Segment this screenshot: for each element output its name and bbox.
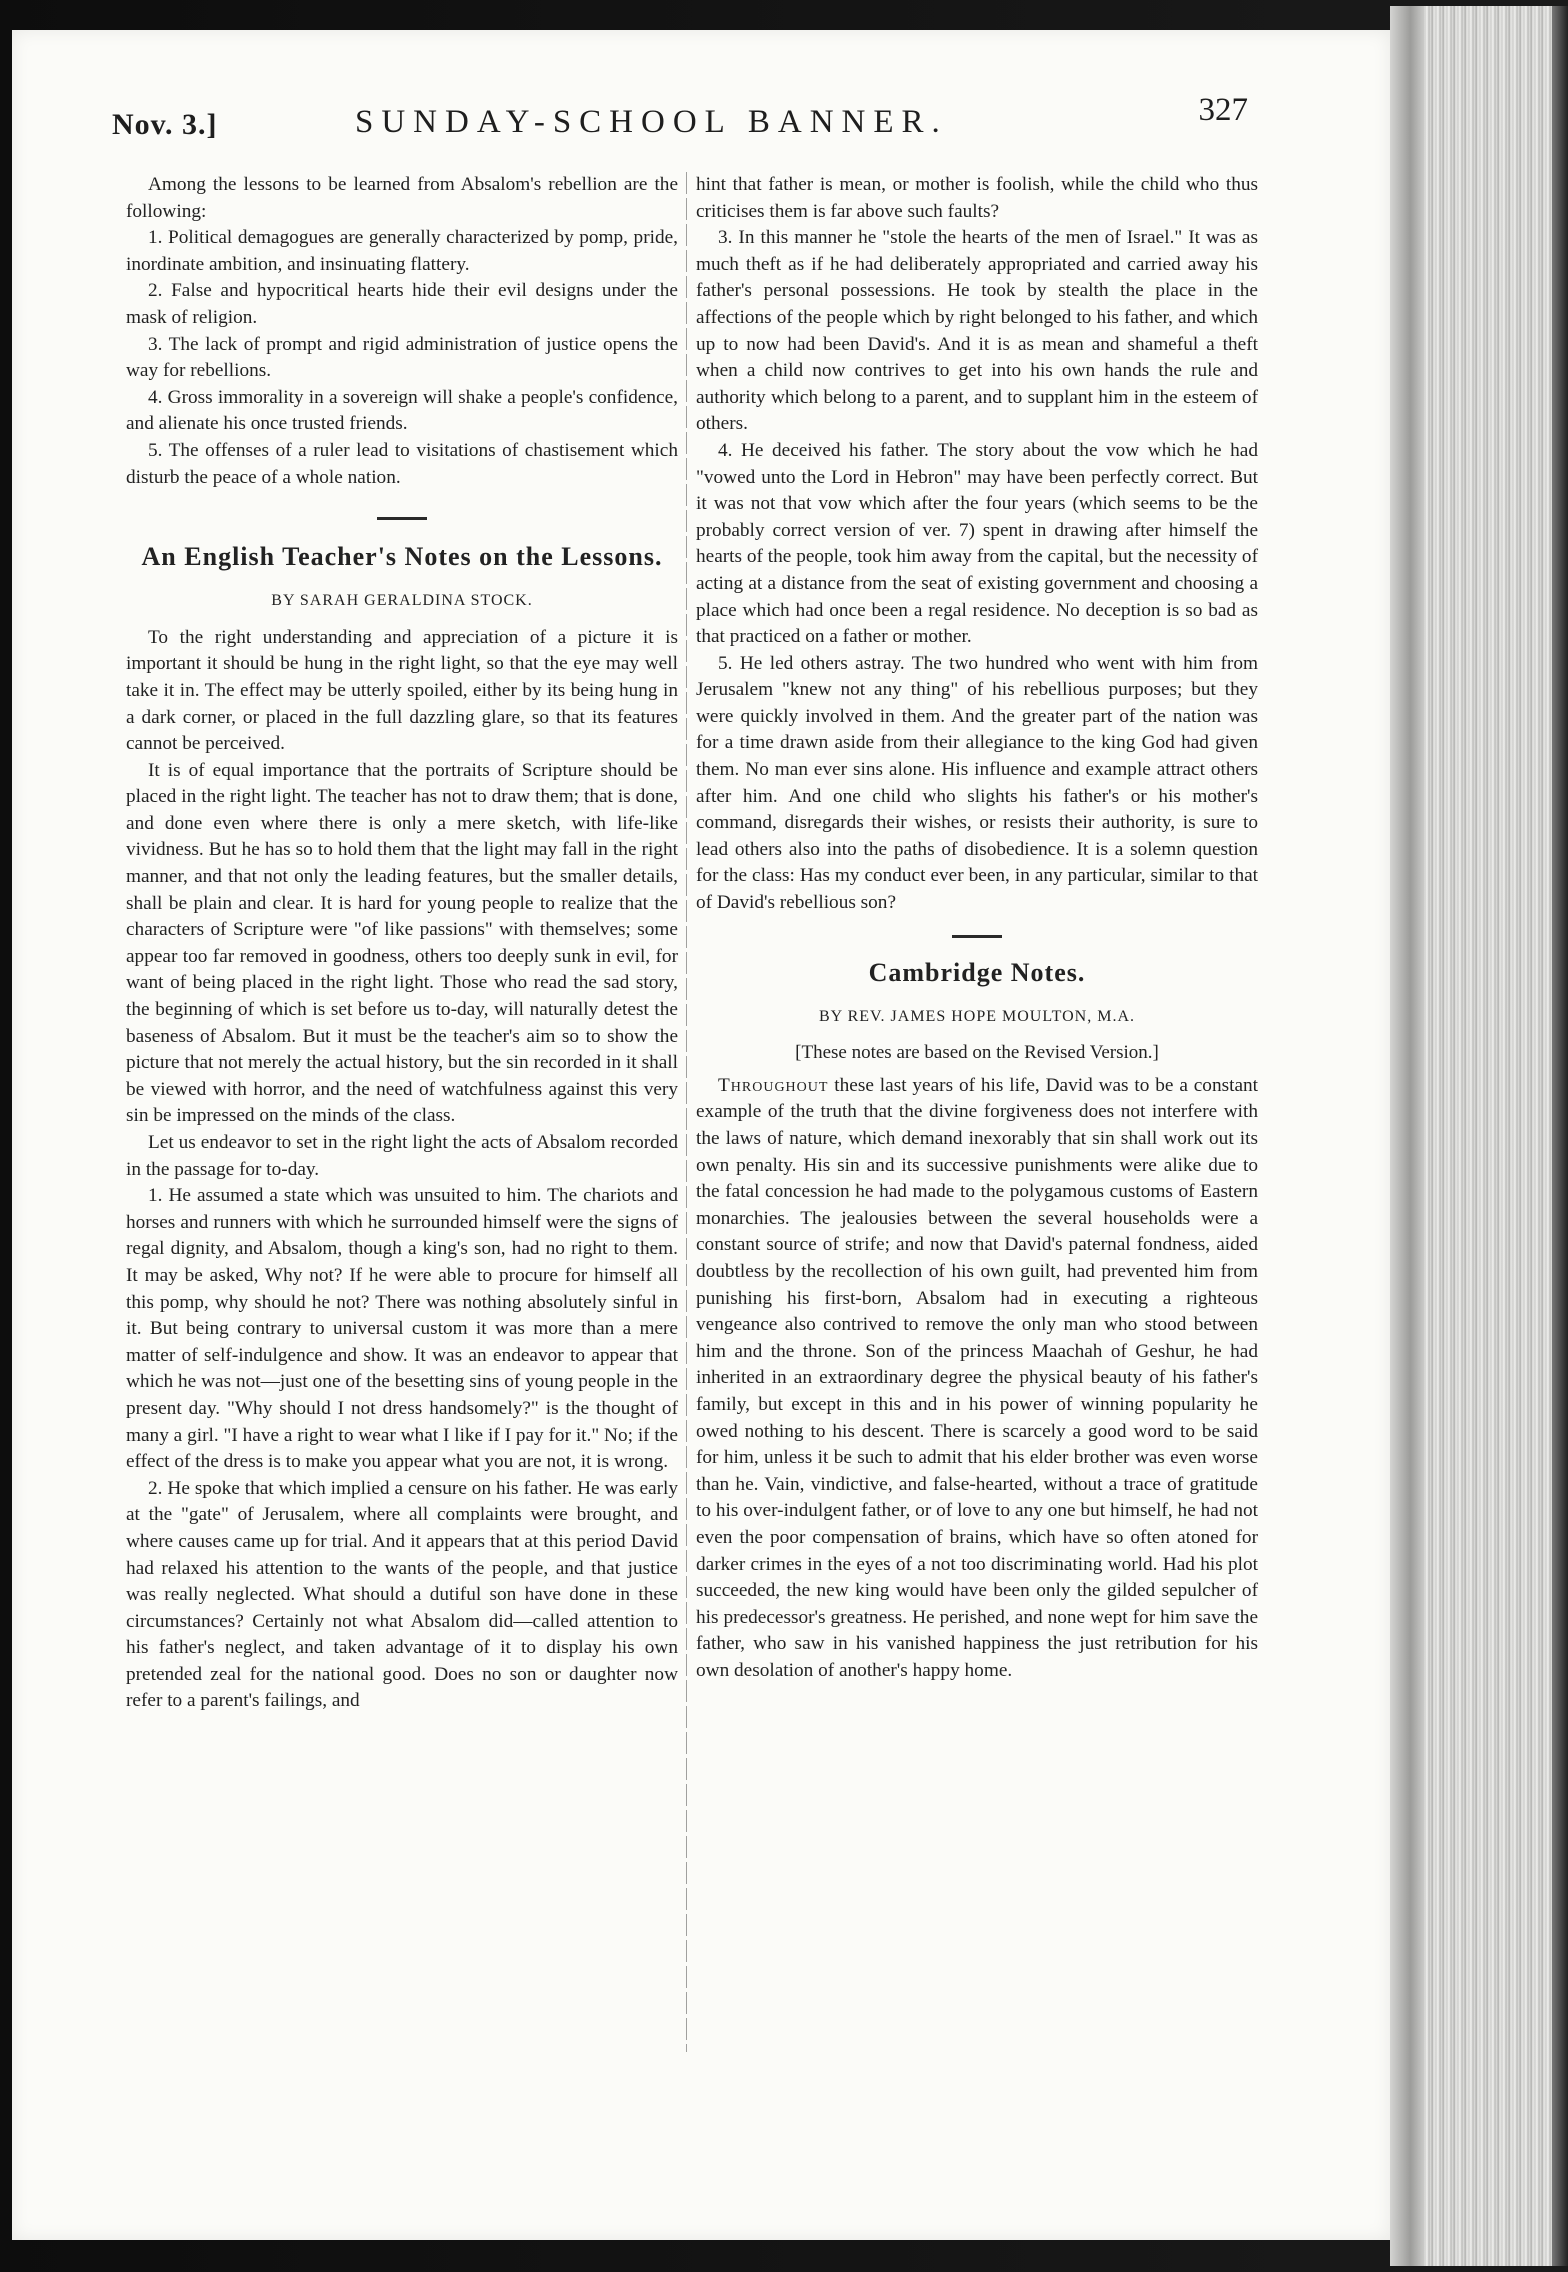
article-title-teacher-notes: An English Teacher's Notes on the Lessons. <box>141 542 663 572</box>
article-paragraph: To the right understanding and appreciation of a picture it is important it should be hung in the right light, so that the eye may well take it in. The effect may be utterly spoiled, either by its being hung in a dark corner, or placed in the full dazzling glare, so that its features cannot be perceived. <box>126 626 678 755</box>
article-paragraph: 2. He spoke that which implied a censure on his father. He was early at the "gate" of Jerusalem, where all complaints were brought, and where causes came up for trial. And it appears that at this period David had relaxed his attention to the wants of the people, and that justice was really neglected. What should a dutiful son have done in these circumstances? Certainly not what Absalom did—called attention to his father's neglect, and taken advantage of it to display his own pretended zeal for the national good. Does no son or daughter now refer to a parent's failings, and <box>126 1477 678 1712</box>
article-paragraph: 4. He deceived his father. The story about the vow which he had "vowed unto the Lord in Hebron" may have been perfectly correct. But it was not that vow which after the four years (which seems to be the probably correct version of ver. 7) spent in drawing after himself the hearts of the people, took him away from the capital, but the necessity of acting at a distance from the seat of existing government and choosing a place which had once been a regal residence. No deception is so bad as that practiced on a father or mother. <box>696 439 1258 648</box>
article-paragraph: 3. In this manner he "stole the hearts of the men of Israel." It was as much theft as if he had deliberately appropriated and carried away his father's personal possessions. He took by stealth the place in the affections of the people which by right belonged to his father, and which up to now had been David's. And it is as mean and shameful a theft when a child now contrives to get into his own hands the rule and authority which belong to a parent, and to supplant him in the esteem of others. <box>696 227 1258 435</box>
section-divider <box>377 517 427 520</box>
article-body: these last years of his life, David was to be a constant example of the truth that the divine forgiveness does not interfere with the laws of nature, which demand inexorably that sin shall work out its own penalty. His sin and its successive punishments were alike due to the fatal concession he had made to the polygamous customs of Eastern monarchies. The jealousies between the several households were a constant source of strife; and now that David's paternal fondness, aided doubtless by the recollection of his own guilt, had prevented him from punishing his first-born, Absalom had in executing a righteous vengeance also contrived to remove the only man who stood between him and the throne. Son of the princess Maachah of Geshur, he had inherited in an extraordinary degree the physical beauty of his father's family, but except in this and in his power of winning popularity he owed nothing to his descent. There is scarcely a good word to be said for him, unless it be such to admit that his elder brother was even worse than he. Vain, vindictive, and false-hearted, without a trace of gratitude to his over-indulgent father, or of love to any one but himself, he had not even the poor compensation of brains, which have so often atoned for darker crimes in the eyes of a not too discriminating world. Had his plot succeeded, the new king would have been only the gilded sepulcher of his predecessor's greatness. He perished, and none wept for him save the father, who saw in his vanished happiness the just retribution for his own desolation of another's happy home. <box>696 1074 1258 1681</box>
running-head <box>100 84 1248 144</box>
article-paragraph: hint that father is mean, or mother is foolish, while the child who thus criticises them is far above such faults? <box>696 174 1258 222</box>
lesson-item: 5. The offenses of a ruler lead to visitations of chastisement which disturb the peace of a whole nation. <box>126 439 678 488</box>
book-page-edges <box>1390 6 1568 2266</box>
column-divider <box>686 172 687 2052</box>
article-byline: BY REV. JAMES HOPE MOULTON, M.A. <box>818 1007 1136 1025</box>
lead-word: Throughout <box>718 1074 829 1096</box>
right-column <box>696 172 1258 1684</box>
lesson-item: 1. Political demagogues are generally characterized by pomp, pride, inordinate ambition, and insinuating flattery. <box>126 227 678 275</box>
article-paragraph <box>696 1073 1258 1685</box>
section-divider <box>952 935 1002 938</box>
lesson-item: 3. The lack of prompt and rigid administration of justice opens the way for rebellions. <box>126 333 678 382</box>
article-byline: BY SARAH GERALDINA STOCK. <box>271 592 533 610</box>
issue-date: Nov. 3.] <box>112 108 218 141</box>
left-column <box>126 172 678 1715</box>
article-paragraph: It is of equal importance that the portraits of Scripture should be placed in the right light. The teacher has not to draw them; that is done, and done even where there is only a mere sketch, with life-like vividness. But he has so to hold them that the light may fall in the right manner, and that not only the leading features, but the smaller details, shall be plain and clear. It is hard for young people to realize that the characters of Scripture were "of like passions" with themselves; some appear too far removed in goodness, others too deeply sunk in evil, for want of being placed in the right light. Those who read the sad story, the beginning of which is set before us to-day, will naturally detest the baseness of Absalom. But it must be the teacher's aim so to show the picture that not merely the actual history, but the sin recorded in it shall be viewed with horror, and the need of watchfulness against this very sin be impressed on the minds of the class. <box>126 759 678 1127</box>
article-title-cambridge-notes: Cambridge Notes. <box>868 957 1086 987</box>
journal-title: SUNDAY-SCHOOL BANNER. <box>355 104 948 140</box>
lessons-intro: Among the lessons to be learned from Absalom's rebellion are the following: <box>126 174 678 222</box>
article-paragraph: 1. He assumed a state which was unsuited to him. The chariots and horses and runners with which he surrounded himself were the signs of regal dignity, and Absalom, though a king's son, had no right to them. It may be asked, Why not? If he were able to procure for himself all this pomp, why should he not? There was nothing absolutely sinful in it. But being contrary to universal custom it was more than a mere matter of self-indulgence and show. It was an endeavor to appear that which he was not—just one of the besetting sins of young people in the present day. "Why should I not dress handsomely?" is the thought of many a girl. "I have a right to wear what I like if I pay for it." No; if the effect of the dress is to make you appear what you are not, it is wrong. <box>126 1185 678 1473</box>
page-number: 327 <box>1198 92 1248 128</box>
article-paragraph: 5. He led others astray. The two hundred who went with him from Jerusalem "knew not any thing" of his rebellious purposes; but they were quickly involved in them. And the greater part of the nation was for a time drawn aside from their allegiance to the king God had given them. No man ever sins alone. His influence and example attract others after him. And one child who slights his father's or his mother's command, disregards their wishes, or resists their authority, is sure to lead others also into the paths of disobedience. It is a solemn question for the class: Has my conduct ever been, in any particular, similar to that of David's rebellious son? <box>696 652 1258 914</box>
lesson-item: 4. Gross immorality in a sovereign will shake a people's confidence, and alienate his once trusted friends. <box>126 386 678 435</box>
article-paragraph: Let us endeavor to set in the right light the acts of Absalom recorded in the passage for to-day. <box>126 1132 678 1180</box>
version-note: [These notes are based on the Revised Version.] <box>795 1042 1159 1064</box>
lesson-item: 2. False and hypocritical hearts hide their evil designs under the mask of religion. <box>126 280 678 328</box>
